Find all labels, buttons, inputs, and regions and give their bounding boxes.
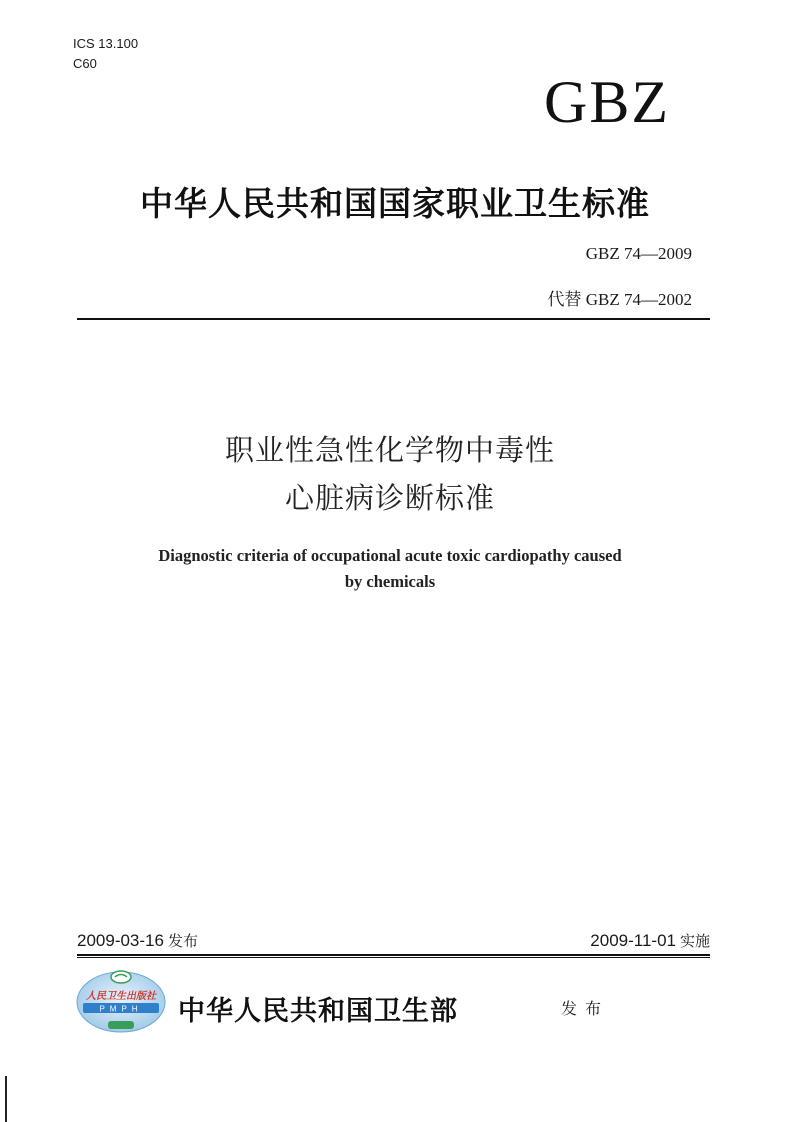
- ics-code: ICS 13.100: [73, 36, 139, 51]
- gbz-logo: GBZ: [544, 69, 670, 135]
- classification-codes: [73, 34, 138, 74]
- chinese-title-line-2: 心脏病诊断标准: [284, 481, 495, 515]
- standard-category-title: 中华人民共和国国家职业卫生标准: [140, 184, 650, 223]
- issuing-ministry: 中华人民共和国卫生部: [178, 996, 458, 1027]
- scan-edge-mark: [5, 1076, 7, 1122]
- issuing-ministry-suffix: 发布: [561, 999, 610, 1018]
- english-title-line-2: by chemicals: [344, 572, 436, 591]
- issue-date-suffix: 发布: [167, 932, 198, 950]
- impl-date-suffix: 实施: [679, 932, 710, 950]
- footer-divider-thin: [77, 957, 710, 958]
- ccs-code: C60: [73, 56, 97, 71]
- publisher-logo-icon: [75, 966, 167, 1036]
- replaced-standard: 代替 GBZ 74—2002: [547, 290, 692, 309]
- publisher-logo-cn: 人民卫生出版社: [86, 991, 156, 1002]
- impl-date-value: 2009-11-01: [590, 931, 676, 950]
- implementation-date: [590, 930, 710, 951]
- publisher-logo-en: PMPH: [99, 1004, 143, 1014]
- header-divider: [77, 318, 710, 320]
- issue-date: [77, 930, 198, 951]
- issue-date-value: 2009-03-16: [77, 931, 164, 950]
- chinese-title-line-1: 职业性急性化学物中毒性: [224, 433, 555, 467]
- english-title-line-1: Diagnostic criteria of occupational acute toxic cardiopathy caused: [158, 546, 622, 565]
- standard-number: GBZ 74—2009: [585, 244, 692, 263]
- footer-divider: [77, 954, 710, 956]
